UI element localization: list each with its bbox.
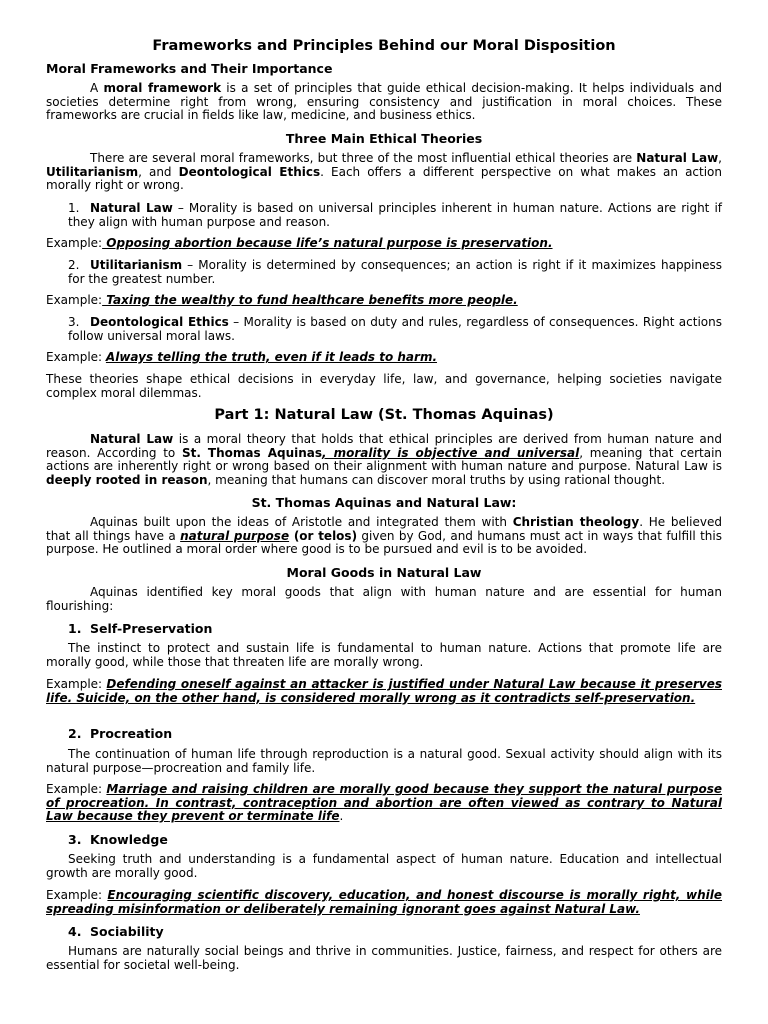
text-run: is a moral theory that holds that ethical principles are derived from human nature and reason. According to xyxy=(46,432,723,460)
list-item-utilitarianism xyxy=(68,259,722,286)
text-run: There are several moral frameworks, but three of the most influential ethical theories are xyxy=(90,151,637,165)
good-heading-knowledge xyxy=(68,832,168,847)
term: Natural Law xyxy=(636,151,719,165)
good-text-sociability: Humans are naturally social beings and thrive in communities. Justice, fairness, and respect for others are essential for societal well-being. xyxy=(46,944,722,972)
example-self-preservation xyxy=(46,678,722,705)
theory-description: – Morality is based on universal principles inherent in human nature. Actions are right if they align with human purpose and reason. xyxy=(68,201,723,229)
theory-description: – Morality is determined by consequences; an action is right if it maximizes happiness for the greatest number. xyxy=(68,258,722,286)
emphasis-objective-universal: , morality is objective and universal xyxy=(322,445,580,460)
theory-description: – Morality is based on duty and rules, regardless of consequences. Right actions follow universal moral laws. xyxy=(68,315,722,343)
example-label: Example: xyxy=(46,888,108,902)
example-label: Example: xyxy=(46,677,107,691)
section-heading-frameworks: Moral Frameworks and Their Importance xyxy=(46,61,333,76)
list-number: 4. xyxy=(68,924,82,939)
text-run: , meaning that humans can discover moral truths by using rational thought. xyxy=(207,472,666,487)
text-run: , meaning that certain actions are inherently right or wrong based on their alignment with human nature and purpose. Natural Law is xyxy=(46,445,723,474)
subheading-moral-goods: Moral Goods in Natural Law xyxy=(286,565,482,580)
example-utilitarianism xyxy=(46,294,722,308)
example-label: Example: xyxy=(46,293,103,307)
paragraph-moral-goods-intro: Aquinas identified key moral goods that align with human nature and are essential for human flourishing: xyxy=(46,585,722,613)
good-text-knowledge: Seeking truth and understanding is a fundamental aspect of human nature. Education and intellectual growth are morally good. xyxy=(46,852,722,880)
text-run: , and xyxy=(138,164,179,179)
term-moral-framework: moral framework xyxy=(103,81,222,95)
term: Natural Law xyxy=(90,432,174,446)
term: (or telos) xyxy=(289,528,358,543)
paragraph-moral-framework xyxy=(46,82,722,123)
text-run: is a set of principles that guide ethical decision-making. It helps individuals and societies determine right from wrong, ensuring consistency and justification in moral choices. These frameworks are crucial in fields like law, medicine, and business ethics. xyxy=(46,81,722,123)
list-number: 2. xyxy=(68,258,80,272)
list-item-natural-law xyxy=(68,202,722,229)
subheading-three-theories: Three Main Ethical Theories xyxy=(285,131,483,146)
example-text: Marriage and raising children are morally good because they support the natural purpose of procreation. In contrast, contraception and abortion are often viewed as contrary to Natural Law because they prevent or terminate life xyxy=(46,782,722,824)
theory-name: Utilitarianism xyxy=(90,258,183,272)
list-number: 3. xyxy=(68,315,80,329)
emphasis-natural-purpose: natural purpose xyxy=(180,528,290,543)
paragraph-theories-intro xyxy=(46,152,722,193)
theory-name: Natural Law xyxy=(90,201,173,215)
term: Christian theology xyxy=(512,515,640,529)
text-run: Aquinas built upon the ideas of Aristotle and integrated them with xyxy=(90,515,513,529)
good-text-self-preservation: The instinct to protect and sustain life is fundamental to human nature. Actions that promote life are morally good, while those that threaten life are morally wrong. xyxy=(46,641,722,669)
list-number: 3. xyxy=(68,832,82,847)
text-run: . He believed that all things have a xyxy=(46,515,722,543)
example-knowledge xyxy=(46,889,722,916)
example-text: Defending oneself against an attacker is justified under Natural Law because it preserves life. Suicide, on the other hand, is considered morally wrong as it contradicts self-preservation. xyxy=(46,677,722,705)
subheading-aquinas: St. Thomas Aquinas and Natural Law: xyxy=(251,495,517,510)
example-text: Taxing the wealthy to fund healthcare benefits more people. xyxy=(102,293,518,307)
term-aquinas: St. Thomas Aquinas xyxy=(181,445,323,460)
list-number: 2. xyxy=(68,726,82,741)
paragraph-theories-closing: These theories shape ethical decisions in everyday life, law, and governance, helping societies navigate complex moral dilemmas. xyxy=(46,372,722,400)
text-run: . xyxy=(339,809,344,824)
paragraph-aquinas xyxy=(46,516,722,557)
document-title: Frameworks and Principles Behind our Moral Disposition xyxy=(152,38,616,54)
text-run: , xyxy=(718,151,722,165)
paragraph-natural-law-intro xyxy=(46,433,722,487)
example-label: Example: xyxy=(46,236,103,250)
good-heading-sociability xyxy=(68,924,164,939)
good-name: Knowledge xyxy=(90,832,168,847)
good-name: Procreation xyxy=(90,726,173,741)
text-run: given by God, and humans must act in ways that fulfill this purpose. He outlined a moral order where good is to be pursued and evil is to be avoided. xyxy=(46,528,722,557)
example-deontological xyxy=(46,351,722,365)
good-text-procreation: The continuation of human life through reproduction is a natural good. Sexual activity should align with its natural purpose—procreation and family life. xyxy=(46,747,722,775)
example-text: Encouraging scientific discovery, education, and honest discourse is morally right, while spreading misinformation or deliberately remaining ignorant goes against Natural Law. xyxy=(46,888,723,916)
example-procreation xyxy=(46,783,722,824)
text-run: A xyxy=(90,81,104,95)
term: deeply rooted in reason xyxy=(46,472,208,487)
good-heading-procreation xyxy=(68,726,172,741)
example-text: Always telling the truth, even if it leads to harm. xyxy=(105,350,438,364)
text-run: . Each offers a different perspective on what makes an action morally right or wrong. xyxy=(46,164,723,193)
example-natural-law xyxy=(46,237,722,251)
term: Deontological Ethics xyxy=(178,164,321,179)
term: Utilitarianism xyxy=(46,164,139,179)
good-heading-self-preservation xyxy=(68,621,212,636)
list-item-deontological xyxy=(68,316,722,343)
example-label: Example: xyxy=(46,350,106,364)
example-text: Opposing abortion because life’s natural purpose is preservation. xyxy=(102,236,553,250)
list-number: 1. xyxy=(68,201,80,215)
list-number: 1. xyxy=(68,621,82,636)
part1-heading: Part 1: Natural Law (St. Thomas Aquinas) xyxy=(214,407,554,423)
theory-name: Deontological Ethics xyxy=(90,315,229,329)
good-name: Sociability xyxy=(90,924,164,939)
example-label: Example: xyxy=(46,782,107,796)
good-name: Self-Preservation xyxy=(90,621,213,636)
